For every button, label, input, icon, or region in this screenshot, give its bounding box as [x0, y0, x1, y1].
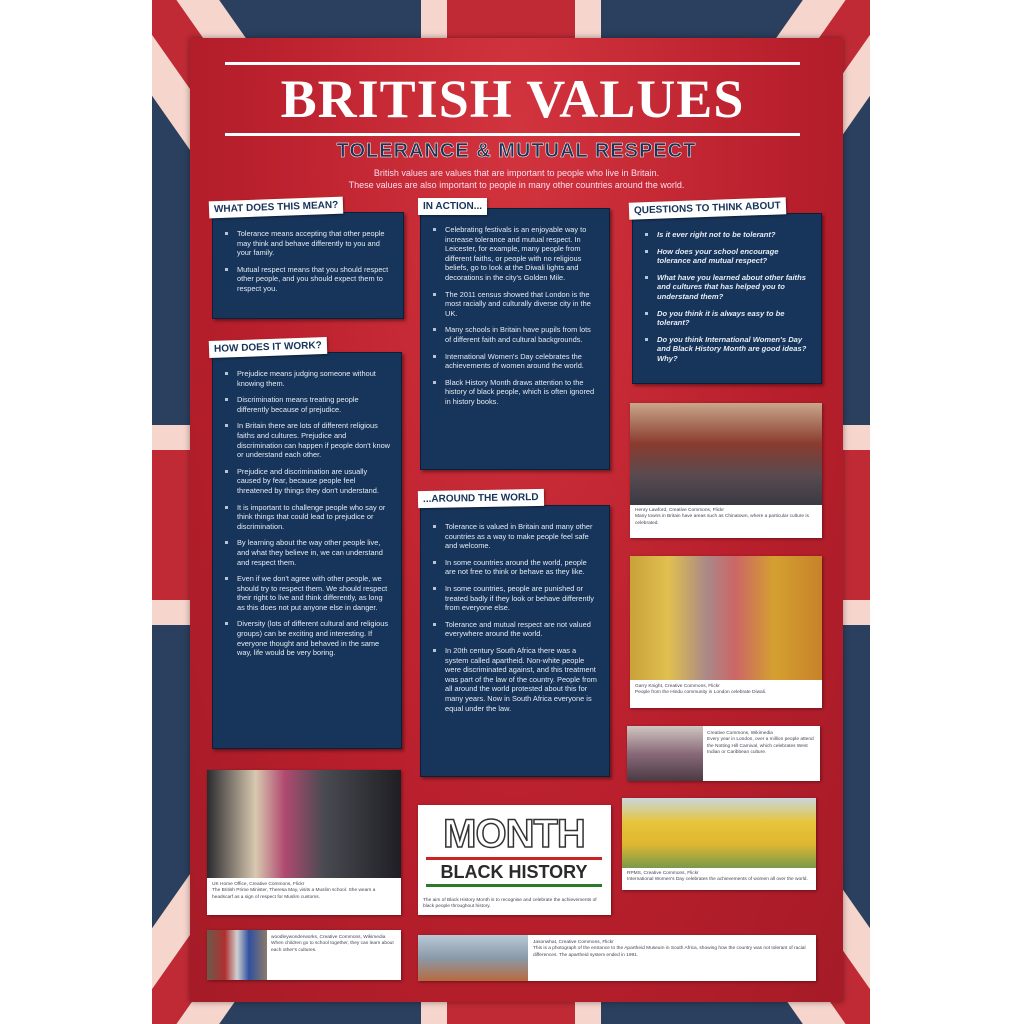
action-box: [420, 208, 610, 470]
black-history-month-panel: [418, 805, 611, 915]
photo-text: This is a photograph of the entrance to the Apartheid Museum in South Africa, showing how the country was not tolerant of racial differences. The apartheid system ended in 1991.: [533, 946, 806, 958]
photo-text: People from the Hindu community in London celebrate Diwali.: [635, 690, 767, 696]
photo-womens-day: [622, 798, 816, 890]
list-item: International Women's Day celebrates the achievements of women around the world.: [433, 352, 599, 371]
photo-carnival: [627, 726, 820, 781]
photo-caption: [533, 940, 811, 959]
list-item: Black History Month draws attention to the history of black people, which is often ignored in history books.: [433, 378, 599, 407]
chinatown-image: [630, 403, 822, 505]
list-item: Tolerance and mutual respect are not valued everywhere around the world.: [433, 620, 599, 639]
photo-text: The aim of Black History Month is to recognise and celebrate the achievements of black people throughout history.: [423, 898, 597, 910]
photo-text: When children go to school together, they can learn about each other's cultures.: [271, 941, 394, 953]
photo-caption: [627, 871, 811, 884]
list-item: By learning about the way other people live, and what they believe in, we can understand and respect them.: [225, 538, 391, 567]
list-item: What have you learned about other faiths and cultures that has helped you to understand them?: [645, 273, 811, 302]
photo-text: Many towns in Britain have areas such as Chinatown, where a particular culture is celebrated.: [635, 514, 809, 526]
list-item: Discrimination means treating people differently because of prejudice.: [225, 395, 391, 414]
photo-caption: [635, 684, 817, 697]
apartheid-image: [418, 935, 528, 981]
list-item: How does your school encourage tolerance and mutual respect?: [645, 247, 811, 266]
photo-credit: woodleywonderworks, Creative Commons, Wikimedia: [271, 935, 386, 940]
meaning-label: WHAT DOES THIS MEAN?: [209, 197, 344, 219]
meaning-box: [212, 212, 404, 319]
logo-black-history: BLACK HISTORY: [426, 857, 602, 887]
photo-text: The British Prime Minister, Theresa May, visits a Muslim school. She wears a headscarf as a sign of respect for Muslim customs.: [212, 888, 376, 900]
list-item: Tolerance means accepting that other people may think and behave differently to you and your family.: [225, 229, 393, 258]
photo-credit: UK Home Office, Creative Commons, Flickr: [212, 882, 305, 887]
list-item: In Britain there are lots of different religious faiths and cultures. Prejudice and discrimination can happen if people don't know or understand each other.: [225, 421, 391, 459]
list-item: Prejudice and discrimination are usually caused by fear, because people feel threatened by things they don't understand.: [225, 467, 391, 496]
photo-text: Every year in London, over a million people attend the Notting Hill Carnival, which celebrates West Indian or Caribbean culture.: [707, 737, 814, 756]
list-item: It is important to challenge people who say or think things that could lead to prejudice or discrimination.: [225, 503, 391, 532]
list-item: Celebrating festivals is an enjoyable way to increase tolerance and mutual respect. In Leicester, for example, many people from different faiths, or people with no religious beliefs, go to look at the Diwali lights and decorations in the city's Golden Mile.: [433, 225, 599, 283]
photo-diwali: [630, 556, 822, 708]
list-item: Do you think International Women's Day and Black History Month are good ideas? Why?: [645, 335, 811, 364]
list-item: In 20th century South Africa there was a system called apartheid. Non-white people were discriminated against, and this treatment was part of the law of the country. People from all around the world protested about this for many years. Now in South Africa everyone is equal under the law.: [433, 646, 599, 713]
photo-caption: [212, 882, 396, 901]
photo-credit: RPMS, Creative Commons, Flickr: [627, 871, 699, 876]
poster-subtitle: TOLERANCE & MUTUAL RESPECT: [336, 140, 697, 162]
diwali-image: [630, 556, 822, 680]
poster-title: BRITISH VALUES: [225, 62, 800, 136]
questions-label: QUESTIONS TO THINK ABOUT: [629, 197, 786, 219]
intro-line: British values are values that are important to people who live in Britain.: [373, 168, 660, 178]
list-item: Prejudice means judging someone without knowing them.: [225, 369, 391, 388]
logo-month: MONTH: [443, 812, 585, 856]
photo-chinatown: [630, 403, 822, 538]
photo-credit: Henry Lawford, Creative Commons, Flickr: [635, 508, 725, 513]
photo-text: International Women's Day celebrates the achievements of women all over the world.: [627, 877, 808, 883]
list-item: Mutual respect means that you should respect other people, and you should expect them to respect you.: [225, 265, 393, 294]
photo-credit: Garry Knight, Creative Commons, Flickr: [635, 684, 720, 689]
list-item: Diversity (lots of different cultural and religious groups) can be exciting and interesting. If everyone thought and behaved in the same way, life would be very boring.: [225, 619, 391, 657]
poster-intro: [190, 167, 843, 191]
action-label: IN ACTION...: [418, 198, 487, 215]
photo-caption: [635, 508, 817, 527]
list-item: Do you think it is always easy to be tolerant?: [645, 309, 811, 328]
list-item: Tolerance is valued in Britain and many other countries as a way to make people feel safe and welcome.: [433, 522, 599, 551]
prime-minister-image: [207, 770, 401, 878]
photo-credit: Jasonwhat, Creative Commons, Flickr: [533, 940, 614, 945]
list-item: Many schools in Britain have pupils from lots of different faith and cultural backgrounds.: [433, 325, 599, 344]
womens-day-image: [622, 798, 816, 868]
list-item: Is it ever right not to be tolerant?: [645, 230, 811, 240]
photo-caption: [271, 935, 397, 954]
world-label: ...AROUND THE WORLD: [418, 489, 544, 508]
photo-prime-minister: [207, 770, 401, 915]
photo-apartheid: [418, 935, 816, 981]
list-item: Even if we don't agree with other people, we should try to respect them. We should respect their right to live and think differently, as long as this does not put anyone else in danger.: [225, 574, 391, 612]
black-history-month-logo: [426, 811, 602, 889]
carnival-image: [627, 726, 703, 781]
intro-line: These values are also important to people in many other countries around the world.: [348, 180, 685, 190]
questions-box: [632, 213, 822, 384]
how-label: HOW DOES IT WORK?: [209, 337, 327, 358]
world-box: [420, 505, 610, 777]
how-box: [212, 352, 402, 749]
photo-credit: Creative Commons, Wikimedia: [707, 731, 773, 736]
list-item: The 2011 census showed that London is the most racially and culturally diverse city in the UK.: [433, 290, 599, 319]
school-image: [207, 930, 267, 980]
list-item: In some countries around the world, people are not free to think or behave as they like.: [433, 558, 599, 577]
photo-caption: [707, 731, 815, 757]
photo-school: [207, 930, 401, 980]
list-item: In some countries, people are punished or treated badly if they look or behave differently from everyone else.: [433, 584, 599, 613]
